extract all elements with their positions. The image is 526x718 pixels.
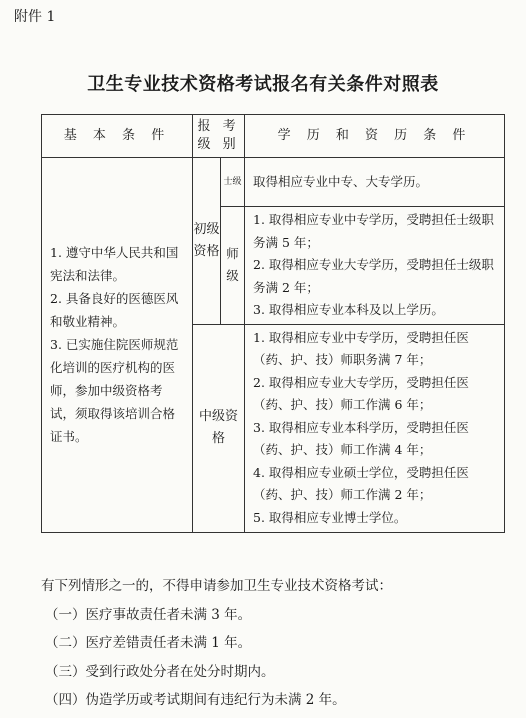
shi-level-label: 士级	[221, 158, 245, 207]
exclusion-notes	[41, 572, 392, 715]
shi2-condition-3: 3. 取得相应专业本科及以上学历。	[253, 302, 444, 317]
notes-item-1: （一）医疗事故责任者未满 3 年。	[45, 606, 252, 623]
shi2-condition-2: 2. 取得相应专业大专学历，受聘担任士级职务满 2 年；	[253, 257, 494, 295]
basic-condition-3: 3. 已实施住院医师规范化培训的医疗机构的医师，参加中级资格考试，须取得该培训合格证书。	[50, 337, 179, 445]
attachment-label: 附件 1	[14, 9, 56, 25]
notes-item-4: （四）伪造学历或考试期间有违纪行为未满 2 年。	[45, 692, 346, 708]
notes-item-3: （三）受到行政处分者在处分时期内。	[45, 663, 275, 680]
header-education: 学 历 和 资 历 条 件	[245, 115, 505, 158]
shi2-conditions	[245, 207, 505, 325]
intermediate-conditions	[245, 324, 505, 532]
intermediate-condition-3: 3. 取得相应专业本科学历，受聘担任医（药、护、技）师工作满 4 年；	[253, 419, 469, 458]
basic-condition-2: 2. 具备良好的医德医风和敬业精神。	[50, 291, 179, 330]
intermediate-condition-1: 1. 取得相应专业中专学历，受聘担任医（药、护、技）师职务满 7 年；	[253, 329, 469, 368]
basic-condition-1: 1. 遵守中华人民共和国宪法和法律。	[50, 245, 179, 284]
conditions-table	[41, 114, 505, 533]
row-junior-shi	[42, 158, 505, 207]
basic-conditions	[42, 158, 193, 533]
shi-conditions	[245, 158, 505, 207]
notes-intro: 有下列情形之一的，不得申请参加卫生专业技术资格考试：	[41, 578, 392, 594]
intermediate-condition-4: 4. 取得相应专业硕士学位，受聘担任医（药、护、技）师工作满 2 年；	[253, 464, 469, 503]
header-level: 报 考 级 别	[193, 115, 245, 158]
junior-group-label: 初级资格	[193, 158, 221, 325]
intermediate-condition-2: 2. 取得相应专业大专学历，受聘担任医（药、护、技）师工作满 6 年；	[253, 374, 469, 413]
header-basic: 基 本 条 件	[42, 115, 193, 158]
shi2-condition-1: 1. 取得相应专业中专学历，受聘担任士级职务满 5 年；	[253, 212, 494, 250]
notes-item-2: （二）医疗差错责任者未满 1 年。	[45, 635, 252, 651]
shi2-level-label: 师级	[221, 207, 245, 325]
intermediate-condition-5: 5. 取得相应专业博士学位。	[253, 509, 407, 525]
header-row	[42, 115, 505, 158]
document-title: 卫生专业技术资格考试报名有关条件对照表	[87, 74, 439, 95]
intermediate-group-label: 中级资格	[193, 324, 245, 532]
shi-condition-1: 取得相应专业中专、大专学历。	[253, 173, 429, 189]
